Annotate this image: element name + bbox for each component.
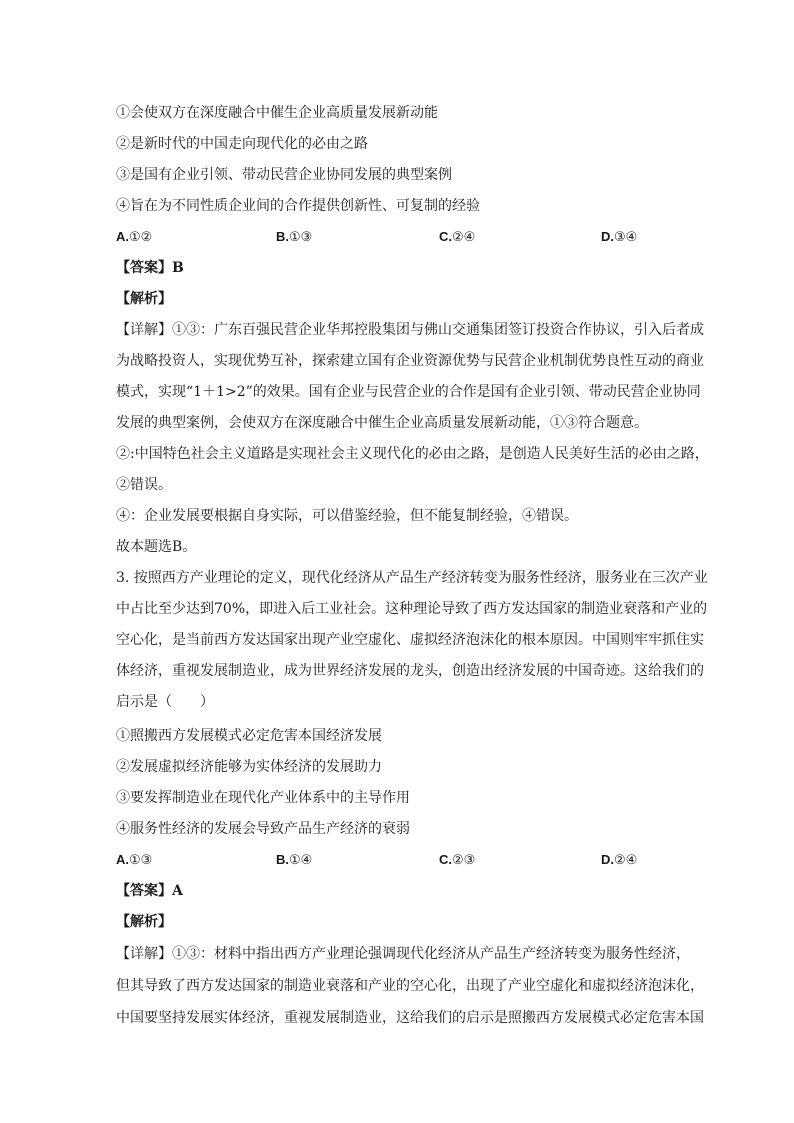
q3-option-a xyxy=(116,850,152,871)
q3-detail-line-3: 中国要坚持发展实体经济，重视发展制造业，这给我们的启示是照搬西方发展模式必定危害本国 xyxy=(116,1010,704,1026)
q2-analysis-heading: 【解析】 xyxy=(116,291,172,307)
q2-detail-line-2: 为战略投资人，实现优势互补，探索建立国有企业资源优势与民营企业机制优势良性互动的商业 xyxy=(116,353,704,369)
q3-stem-line-4: 体经济，重视发展制造业，成为世界经济发展的龙头，创造出经济发展的中国奇迹。这给我们的 xyxy=(116,663,704,679)
q3-detail-line-2: 但其导致了西方发达国家的制造业衰落和产业的空心化，出现了产业空虚化和虚拟经济泡沫化， xyxy=(116,978,704,994)
q2-statement-1: ①会使双方在深度融合中催生企业高质量发展新动能 xyxy=(116,105,438,121)
q3-stem-line-1: 3. 按照西方产业理论的定义，现代化经济从产品生产经济转变为服务性经济，服务业在三次产业 xyxy=(116,570,708,586)
option-text: ②③ xyxy=(452,853,476,868)
q2-statement-2: ②是新时代的中国走向现代化的必由之路 xyxy=(116,136,368,152)
option-letter: C. xyxy=(439,229,452,244)
option-text: ①② xyxy=(129,230,153,245)
option-letter: D. xyxy=(601,852,614,867)
q3-option-b xyxy=(276,850,312,871)
option-text: ②④ xyxy=(452,230,476,245)
q3-statement-2: ②发展虚拟经济能够为实体经济的发展助力 xyxy=(116,759,382,775)
option-text: ②④ xyxy=(614,853,638,868)
q2-detail-line-4: 发展的典型案例，会使双方在深度融合中催生企业高质量发展新动能，①③符合题意。 xyxy=(116,415,648,431)
q2-option-b xyxy=(276,227,312,248)
option-letter: D. xyxy=(601,229,614,244)
option-text: ③④ xyxy=(614,230,638,245)
option-letter: B. xyxy=(276,852,289,867)
option-letter: A. xyxy=(116,229,129,244)
option-letter: C. xyxy=(439,852,452,867)
option-text: ①③ xyxy=(289,230,313,245)
q3-statement-1: ①照搬西方发展模式必定危害本国经济发展 xyxy=(116,728,382,744)
q3-analysis-heading: 【解析】 xyxy=(116,914,172,930)
option-text: ①③ xyxy=(129,853,153,868)
q2-statement-4: ④旨在为不同性质企业间的合作提供创新性、可复制的经验 xyxy=(116,198,480,214)
q3-stem-line-3: 空心化，是当前西方发达国家出现产业空虚化、虚拟经济泡沫化的根本原因。中国则牢牢抓住实 xyxy=(116,632,704,648)
q3-answer: 【答案】A xyxy=(116,883,183,899)
option-letter: B. xyxy=(276,229,289,244)
q2-detail-line-3: 模式，实现“1＋1>2”的效果。国有企业与民营企业的合作是国有企业引领、带动民营企业协同 xyxy=(116,384,701,400)
q2-detail-line-1: 【详解】①③：广东百强民营企业华邦控股集团与佛山交通集团签订投资合作协议，引入后者成 xyxy=(116,322,704,338)
q2-detail-line-7: ④：企业发展要根据自身实际，可以借鉴经验，但不能复制经验，④错误。 xyxy=(116,508,578,524)
q3-detail-line-1: 【详解】①③：材料中指出西方产业理论强调现代化经济从产品生产经济转变为服务性经济， xyxy=(116,946,690,962)
q2-option-d xyxy=(601,227,637,248)
q2-option-c xyxy=(439,227,475,248)
q3-option-d xyxy=(601,850,637,871)
q2-detail-line-8: 故本题选B。 xyxy=(116,539,197,555)
q3-option-c xyxy=(439,850,475,871)
q3-stem-line-5: 启示是（ ） xyxy=(116,694,214,710)
option-letter: A. xyxy=(116,852,129,867)
q2-option-a xyxy=(116,227,152,248)
q3-statement-3: ③要发挥制造业在现代化产业体系中的主导作用 xyxy=(116,790,410,806)
q2-detail-line-5: ②:中国特色社会主义道路是实现社会主义现代化的必由之路，是创造人民美好生活的必由之路， xyxy=(116,446,709,462)
q3-statement-4: ④服务性经济的发展会导致产品生产经济的衰弱 xyxy=(116,821,410,837)
q3-stem-line-2: 中占比至少达到70%，即进入后工业社会。这种理论导致了西方发达国家的制造业衰落和产业的 xyxy=(116,601,708,617)
q2-detail-line-6: ②错误。 xyxy=(116,477,172,493)
q2-statement-3: ③是国有企业引领、带动民营企业协同发展的典型案例 xyxy=(116,167,452,183)
option-text: ①④ xyxy=(289,853,313,868)
q2-answer: 【答案】B xyxy=(116,260,184,276)
